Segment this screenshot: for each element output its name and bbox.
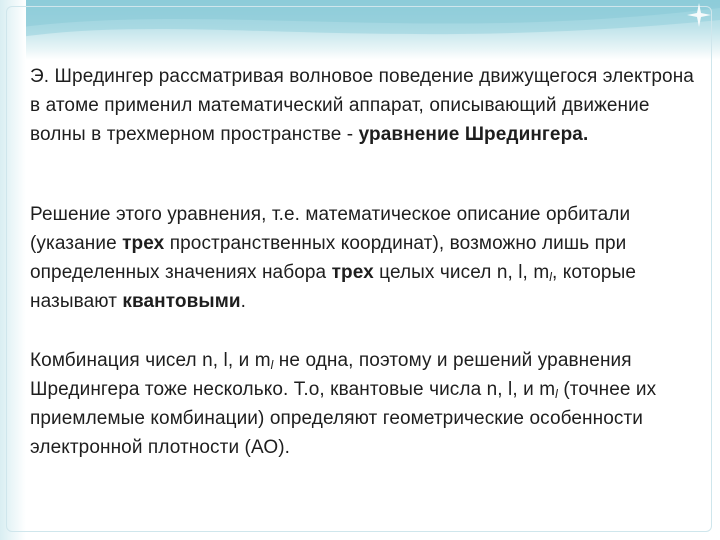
solution-bold-three-2: трех [331,262,374,283]
combination-subscript-1: l [270,358,274,372]
solution-text-e: целых чисел n, l, m [373,262,550,283]
sparkle-icon [686,2,712,28]
solution-text-c: пространственных координат), возможно лишь при определенных значениях набора [30,233,627,283]
combination-subscript-2: l [555,387,558,401]
combination-text-a: Комбинация чисел n, l, и m [30,350,271,371]
solution-bold-three-1: трех [122,233,165,254]
solution-bold-quantum: квантовыми [122,291,241,312]
intro-bold: уравнение Шредингера. [358,124,589,145]
solution-text-f: , которые называют [30,262,637,312]
paragraph-intro [30,62,700,149]
combination-text-c: (точнее их приемлемые комбинации) определяют геометрические особенности электронной плотности (АО). [30,379,657,458]
combination-text-b: не одна, поэтому и решений уравнения Шредингера тоже несколько. Т.о, квантовые числа n, l, и m [30,350,632,400]
solution-text-h: . [240,291,247,312]
paragraph-solution [30,200,700,316]
intro-text: Э. Шредингер рассматривая волновое поведение движущегося электрона в атоме применил математический аппарат, описывающий движение волны в трехмерном пространстве - [30,66,694,145]
paragraph-combination [30,346,700,462]
solution-text-a: Решение этого уравнения, т.е. математическое описание орбитали (указание [30,204,631,254]
solution-subscript: l [549,270,553,284]
